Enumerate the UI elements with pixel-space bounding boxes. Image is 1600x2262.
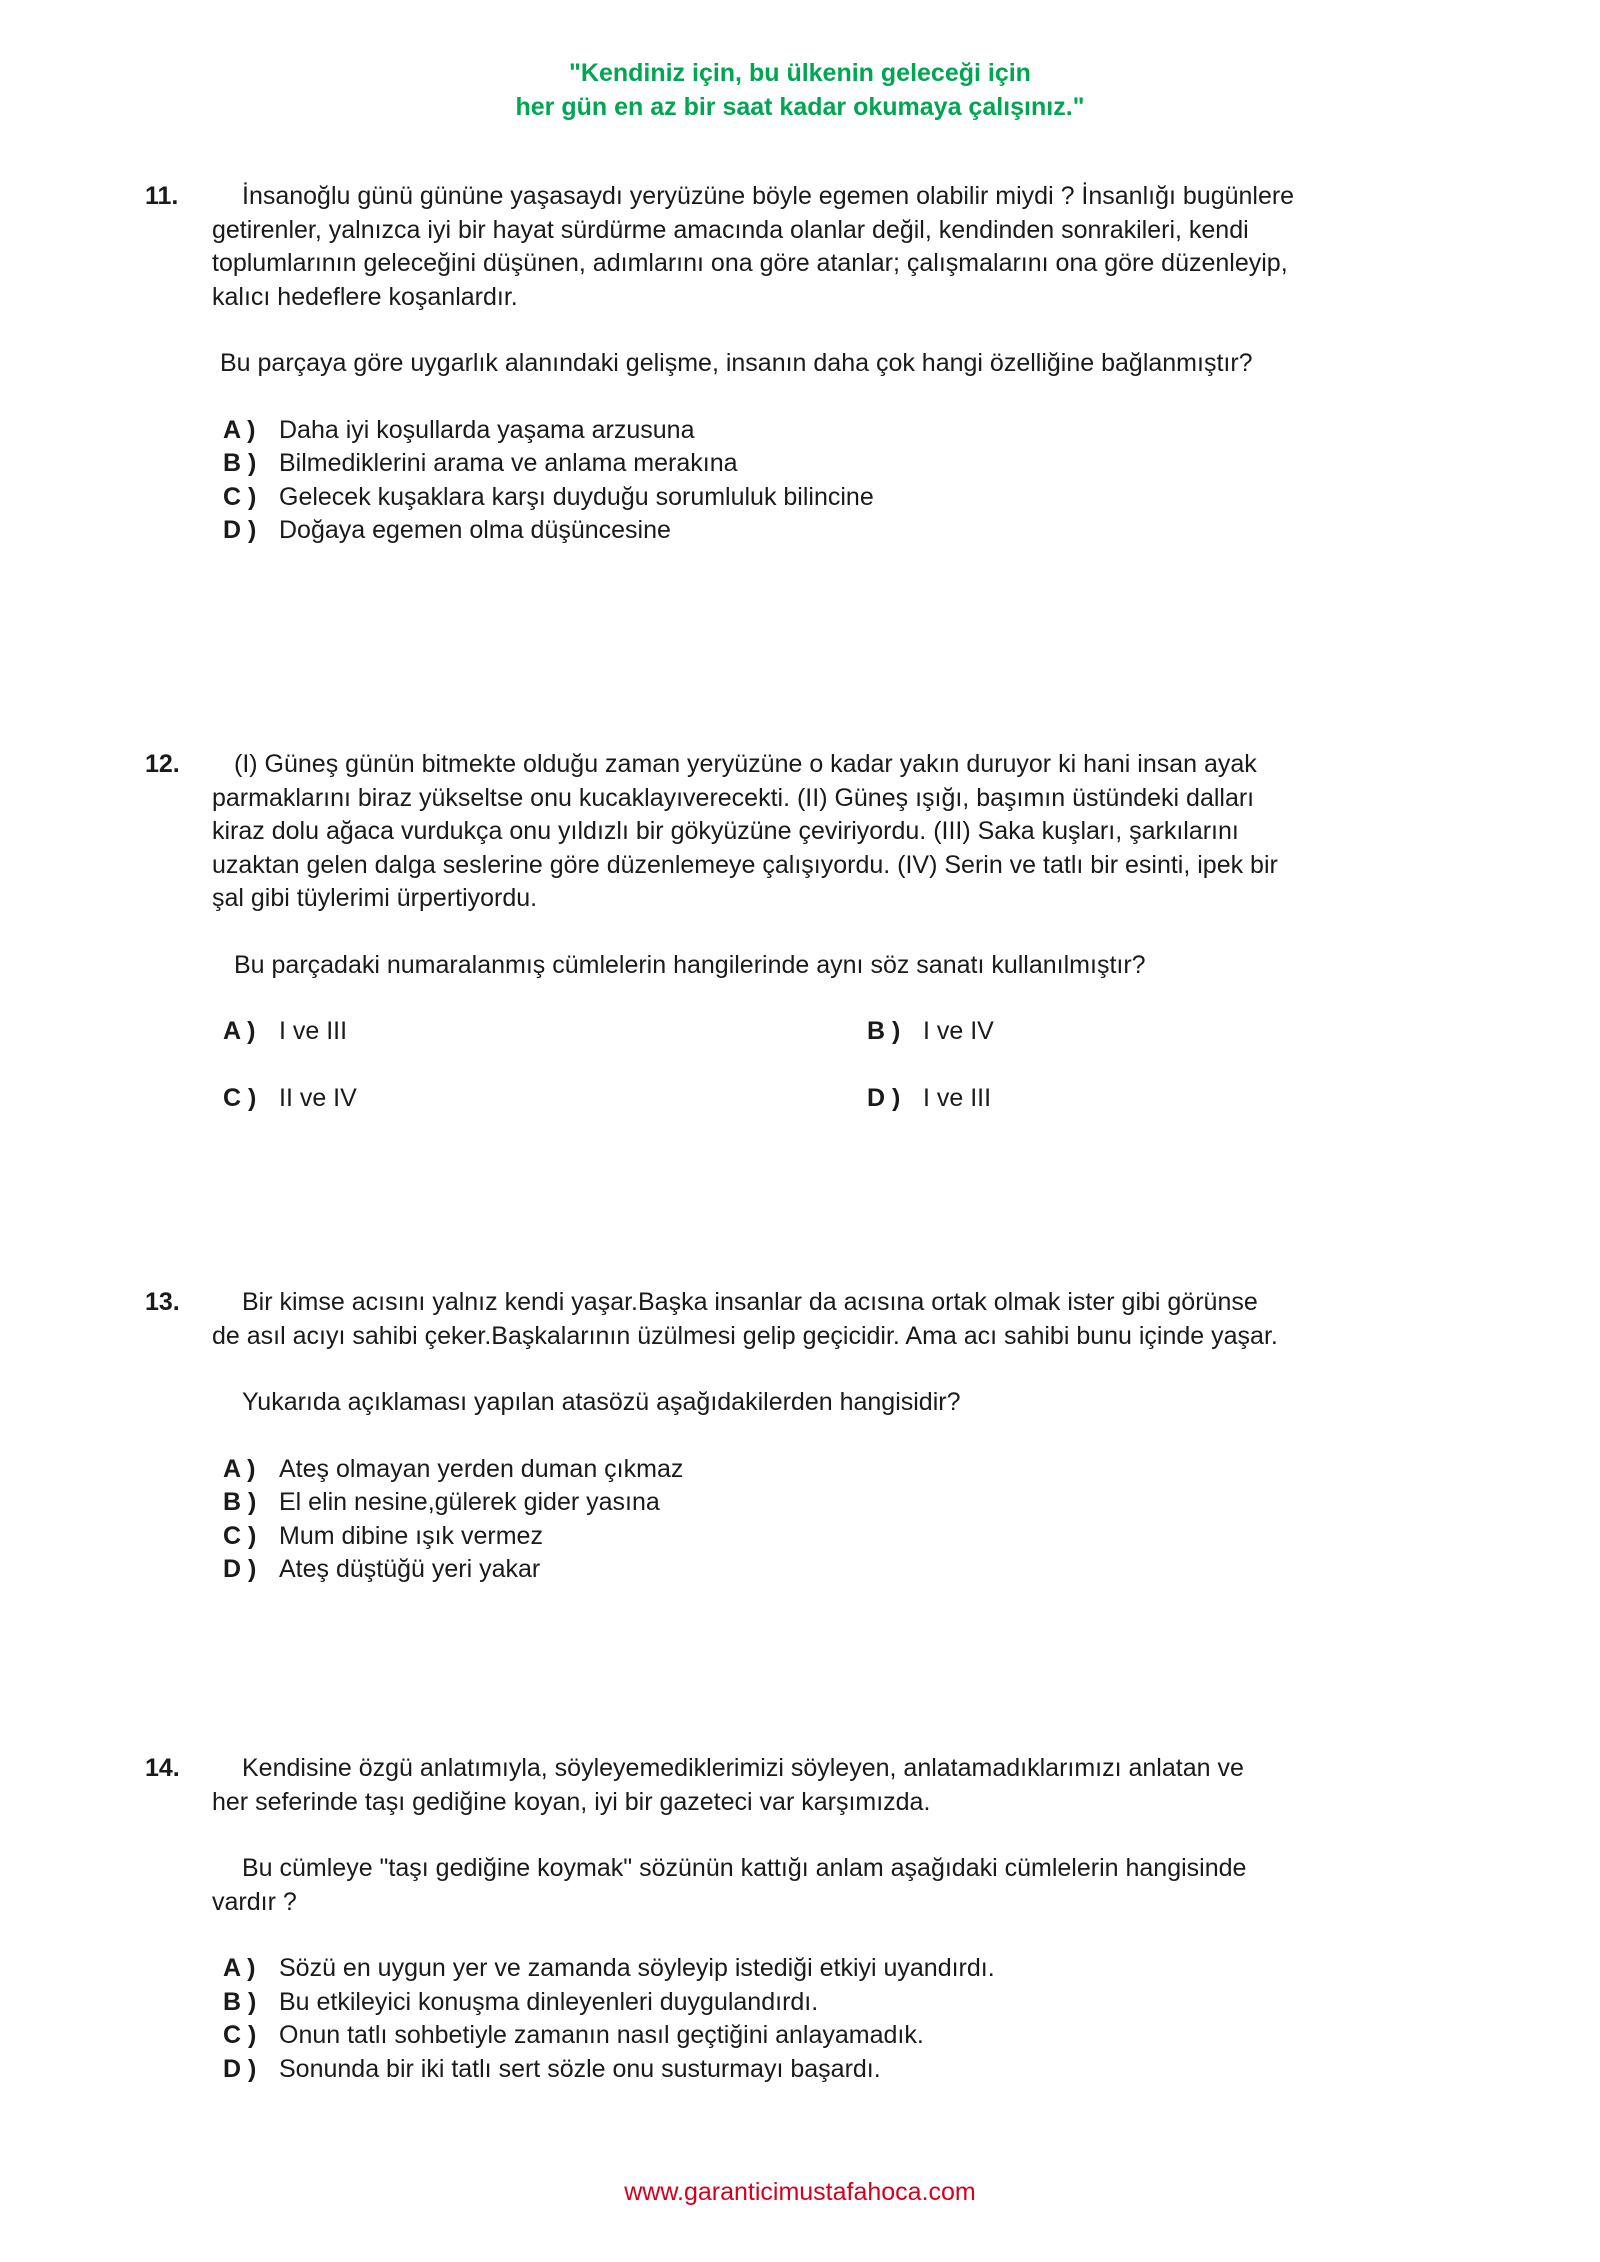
- motto-line-2: her gün en az bir saat kadar okumaya çalışınız.": [515, 93, 1085, 121]
- option-d[interactable]: [867, 1082, 1267, 1116]
- option-b[interactable]: [223, 1486, 1385, 1520]
- option-text: Daha iyi koşullarda yaşama arzusuna: [279, 415, 695, 444]
- option-c[interactable]: [223, 1082, 867, 1116]
- passage-line: (I) Güneş günün bitmekte olduğu zaman yeryüzüne o kadar yakın duruyor ki hani insan ayak: [234, 750, 1257, 778]
- passage-line: kiraz dolu ağaca vurdukça onu yıldızlı bir gökyüzüne çeviriyordu. (III) Saka kuşları, şarkılarını: [212, 817, 1239, 845]
- option-a[interactable]: [223, 1453, 1385, 1487]
- option-text: I ve III: [279, 1017, 348, 1045]
- option-letter: C ): [223, 2021, 257, 2049]
- option-text: II ve IV: [279, 1083, 357, 1112]
- answer-options: [223, 414, 1385, 548]
- question-number: 11.: [145, 182, 179, 210]
- answer-options: [223, 1453, 1385, 1587]
- option-letter: B ): [223, 1987, 257, 2016]
- option-letter: D ): [867, 1083, 901, 1112]
- option-b[interactable]: [223, 447, 1385, 481]
- option-b[interactable]: [223, 1986, 1385, 2020]
- option-text: Sonunda bir iki tatlı sert sözle onu susturmayı başardı.: [279, 2054, 881, 2083]
- question-number: 12.: [145, 750, 180, 778]
- passage-line: uzaktan gelen dalga seslerine göre düzenlemeye çalışıyordu. (IV) Serin ve tatlı bir esinti, ipek bir: [212, 850, 1278, 879]
- option-letter: A ): [223, 415, 256, 444]
- option-text: Gelecek kuşaklara karşı duyduğu sorumluluk bilincine: [279, 482, 874, 511]
- option-text: Doğaya egemen olma düşüncesine: [279, 516, 671, 544]
- option-letter: C ): [223, 482, 257, 511]
- option-letter: C ): [223, 1521, 257, 1550]
- option-letter: B ): [223, 1488, 257, 1516]
- question-13: [145, 1286, 1385, 1587]
- question-12: [145, 748, 1385, 1115]
- option-text: I ve III: [923, 1083, 992, 1112]
- question-14: [145, 1752, 1385, 2086]
- passage-line: getirenler, yalnızca iyi bir hayat sürdürme amacında olanlar değil, kendinden sonrakileri, kendi: [212, 215, 1249, 244]
- question-prompt: Bu cümleye "taşı gediğine koymak" sözünün kattığı anlam aşağıdaki cümlelerin hangisinde: [242, 1854, 1247, 1882]
- option-text: El elin nesine,gülerek gider yasına: [279, 1488, 660, 1516]
- option-letter: A ): [223, 1454, 256, 1483]
- question-passage: [212, 180, 1385, 381]
- question-number: 13.: [145, 1288, 180, 1316]
- passage-line: toplumlarının geleceğini düşünen, adımlarını ona göre atanlar; çalışmalarını ona göre düzenleyip,: [212, 249, 1288, 277]
- option-text: Mum dibine ışık vermez: [279, 1521, 543, 1550]
- option-letter: D ): [223, 1555, 257, 1583]
- option-letter: A ): [223, 1017, 256, 1045]
- option-letter: B ): [867, 1017, 901, 1045]
- answer-options: [223, 1952, 1385, 2086]
- question-passage: [212, 1286, 1385, 1420]
- option-text: I ve IV: [923, 1017, 994, 1045]
- question-prompt-continued: vardır ?: [212, 1887, 297, 1916]
- option-d[interactable]: [223, 514, 1385, 548]
- option-d[interactable]: [223, 1553, 1385, 1587]
- option-a[interactable]: [223, 1015, 867, 1049]
- option-c[interactable]: [223, 481, 1385, 515]
- option-letter: C ): [223, 1083, 257, 1112]
- question-prompt: Bu parçadaki numaralanmış cümlelerin hangilerinde aynı söz sanatı kullanılmıştır?: [234, 950, 1146, 979]
- option-letter: A ): [223, 1954, 256, 1982]
- passage-line: Kendisine özgü anlatımıyla, söyleyemediklerimizi söyleyen, anlatamadıklarımızı anlatan ve: [242, 1754, 1244, 1782]
- question-prompt: Bu parçaya göre uygarlık alanındaki gelişme, insanın daha çok hangi özelliğine bağlanmıştır?: [220, 349, 1253, 377]
- motto-header: [0, 56, 1600, 124]
- option-c[interactable]: [223, 1520, 1385, 1554]
- passage-line: Bir kimse acısını yalnız kendi yaşar.Başka insanlar da acısına ortak olmak ister gibi görünse: [242, 1288, 1258, 1316]
- option-c[interactable]: [223, 2019, 1385, 2053]
- question-11: [145, 180, 1385, 548]
- option-letter: D ): [223, 516, 257, 544]
- option-text: Bilmediklerini arama ve anlama merakına: [279, 449, 738, 477]
- motto-line-1: "Kendiniz için, bu ülkenin geleceği için: [569, 59, 1031, 87]
- option-text: Sözü en uygun yer ve zamanda söyleyip istediği etkiyi uyandırdı.: [279, 1954, 995, 1982]
- footer-website-link[interactable]: www.garanticimustafahoca.com: [624, 2178, 976, 2206]
- passage-line: kalıcı hedeflere koşanlardır.: [212, 282, 518, 311]
- option-a[interactable]: [223, 414, 1385, 448]
- option-letter: B ): [223, 449, 257, 477]
- option-text: Ateş düştüğü yeri yakar: [279, 1555, 541, 1583]
- option-a[interactable]: [223, 1952, 1385, 1986]
- passage-line: her seferinde taşı gediğine koyan, iyi bir gazeteci var karşımızda.: [212, 1787, 931, 1816]
- passage-line: de asıl acıyı sahibi çeker.Başkalarının üzülmesi gelip geçicidir. Ama acı sahibi bunu içinde yaşar.: [212, 1321, 1278, 1350]
- option-d[interactable]: [223, 2053, 1385, 2087]
- option-letter: D ): [223, 2054, 257, 2083]
- passage-line: İnsanoğlu günü gününe yaşasaydı yeryüzüne böyle egemen olabilir miydi ? İnsanlığı bugünlere: [242, 182, 1295, 210]
- question-passage: [212, 1752, 1385, 1919]
- passage-line: parmaklarını biraz yükseltse onu kucaklayıverecekti. (II) Güneş ışığı, başımın üstündeki dalları: [212, 783, 1255, 812]
- question-passage: [212, 748, 1385, 982]
- passage-line: şal gibi tüylerimi ürpertiyordu.: [212, 884, 538, 912]
- question-prompt: Yukarıda açıklaması yapılan atasözü aşağıdakilerden hangisidir?: [242, 1388, 961, 1416]
- option-text: Onun tatlı sohbetiyle zamanın nasıl geçtiğini anlayamadık.: [279, 2021, 924, 2049]
- option-text: Ateş olmayan yerden duman çıkmaz: [279, 1454, 684, 1483]
- answer-options: [223, 1015, 1385, 1115]
- option-b[interactable]: [867, 1015, 1267, 1049]
- option-text: Bu etkileyici konuşma dinleyenleri duygulandırdı.: [279, 1987, 819, 2016]
- question-number: 14.: [145, 1754, 180, 1782]
